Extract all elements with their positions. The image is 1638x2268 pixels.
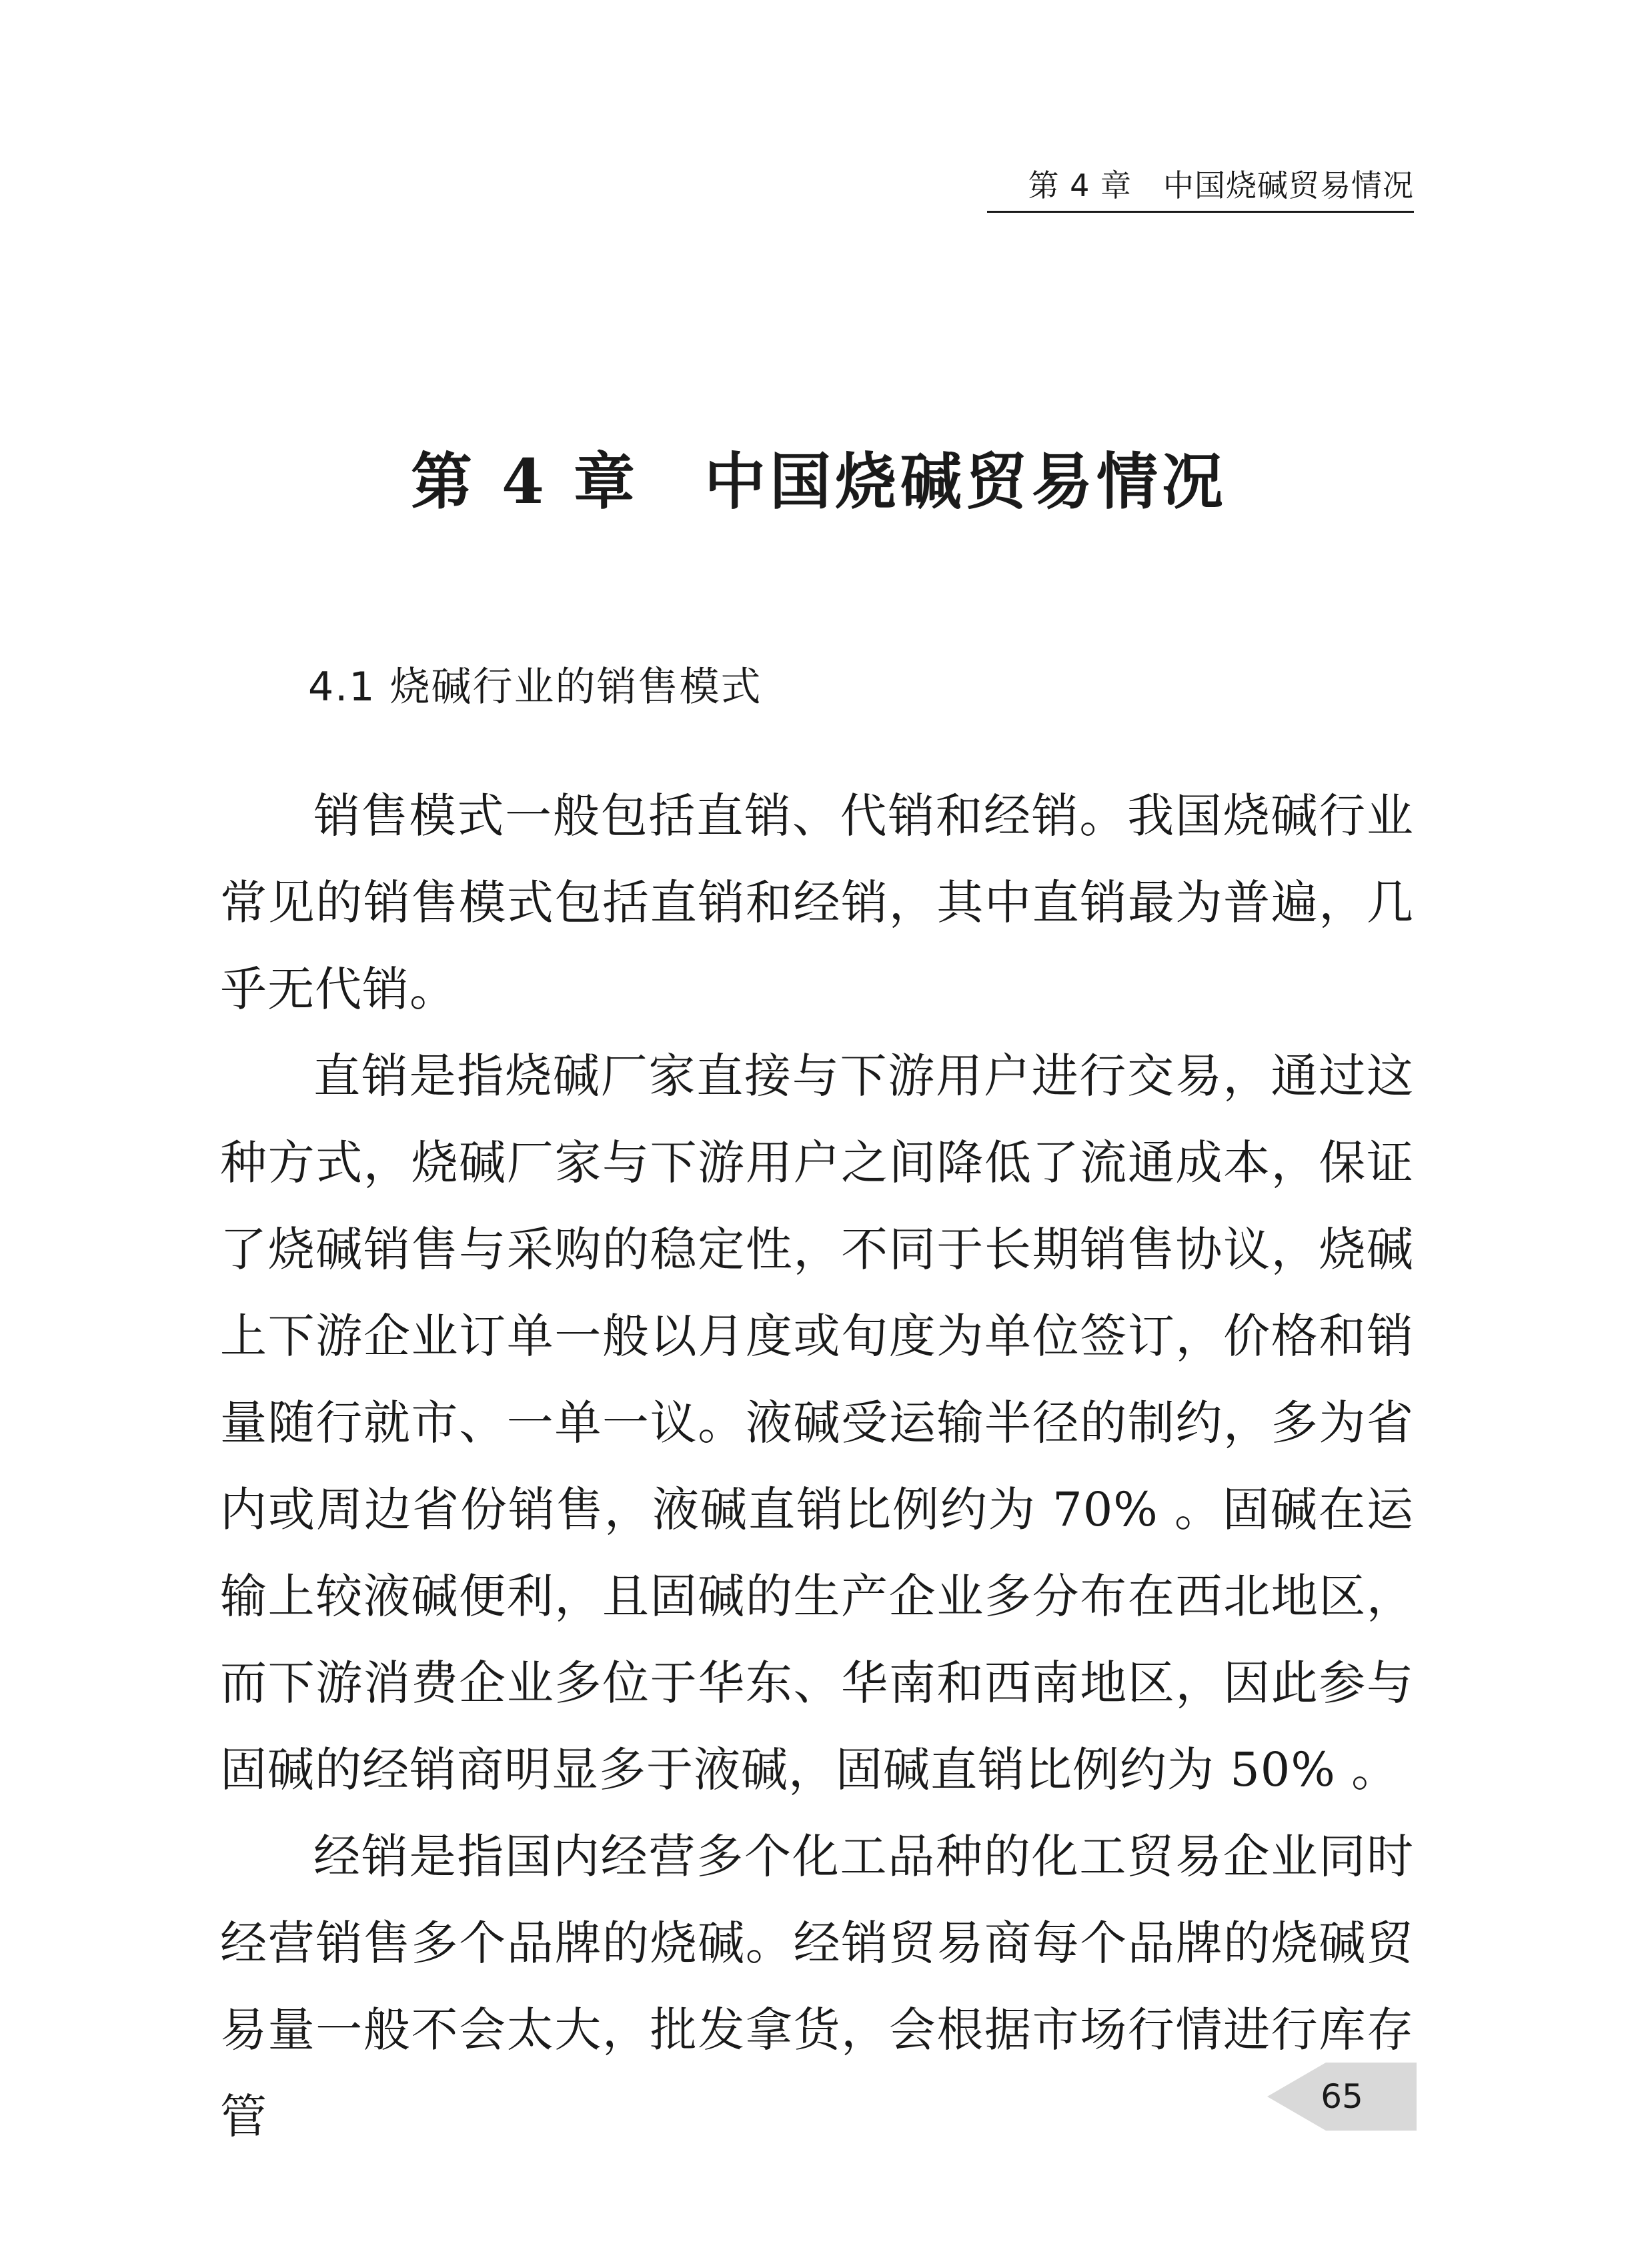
paragraph-sales-modes: 销售模式一般包括直销、代销和经销。我国烧碱行业常见的销售模式包括直销和经销，其中直销最为普遍，几乎无代销。: [220, 788, 1414, 1017]
page-number: 65: [1321, 2077, 1363, 2116]
section-heading: 4.1 烧碱行业的销售模式: [308, 664, 762, 710]
body-text: [220, 772, 1414, 2160]
header-rule: [987, 211, 1414, 213]
page-number-badge: [1267, 2063, 1417, 2131]
paragraph-direct-sales: 直销是指烧碱厂家直接与下游用户进行交易，通过这种方式，烧碱厂家与下游用户之间降低了流通成本，保证了烧碱销售与采购的稳定性，不同于长期销售协议，烧碱上下游企业订单一般以月度或旬度为单位签订，价格和销量随行就市、一单一议。液碱受运输半径的制约，多为省内或周边省份销售，液碱直销比例约为 70% 。固碱在运输上较液碱便利，且固碱的生产企业多分布在西北地区，而下游消费企业多位于华东、华南和西南地区，因此参与固碱的经销商明显多于液碱，固碱直销比例约为 50% 。: [220, 1049, 1414, 1797]
paragraph-distribution: 经销是指国内经营多个化工品种的化工贸易企业同时经营销售多个品牌的烧碱。经销贸易商每个品牌的烧碱贸易量一般不会太大，批发拿货，会根据市场行情进行库存管: [220, 1829, 1414, 2144]
running-header: 第 4 章 中国烧碱贸易情况: [1028, 167, 1414, 203]
chapter-title: 第 4 章 中国烧碱贸易情况: [410, 446, 1228, 518]
